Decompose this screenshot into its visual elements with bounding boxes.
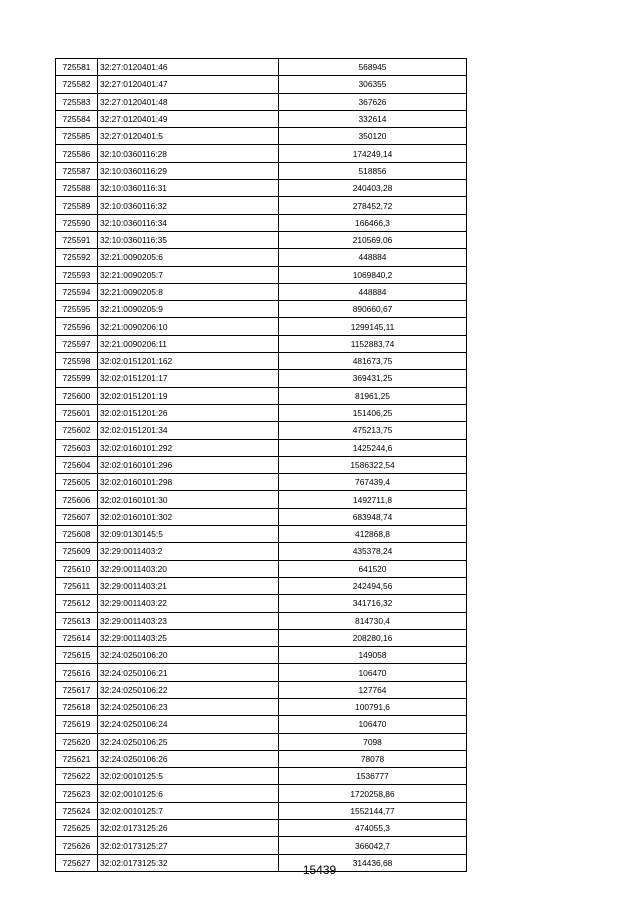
- table-row: [56, 370, 467, 387]
- value-cell: 1069840,2: [279, 266, 467, 283]
- cadastral-number-cell: 32:21:0090205:9: [98, 301, 279, 318]
- cadastral-number-cell: 32:10:0360116:34: [98, 214, 279, 231]
- cadastral-number-cell: 32:02:0173125:32: [98, 854, 279, 871]
- table-row: [56, 214, 467, 231]
- table-row: [56, 110, 467, 127]
- table-row: [56, 698, 467, 715]
- row-id-cell: 725589: [56, 197, 98, 214]
- row-id-cell: 725609: [56, 543, 98, 560]
- row-id-cell: 725596: [56, 318, 98, 335]
- table-row: [56, 59, 467, 76]
- row-id-cell: 725606: [56, 491, 98, 508]
- table-row: [56, 733, 467, 750]
- row-id-cell: 725598: [56, 353, 98, 370]
- table-row: [56, 681, 467, 698]
- value-cell: 518856: [279, 162, 467, 179]
- cadastral-number-cell: 32:21:0090206:11: [98, 335, 279, 352]
- row-id-cell: 725608: [56, 526, 98, 543]
- value-cell: 366042,7: [279, 837, 467, 854]
- cadastral-number-cell: 32:02:0010125:6: [98, 785, 279, 802]
- row-id-cell: 725601: [56, 404, 98, 421]
- table-row: [56, 93, 467, 110]
- cadastral-number-cell: 32:24:0250106:23: [98, 698, 279, 715]
- row-id-cell: 725585: [56, 128, 98, 145]
- cadastral-number-cell: 32:21:0090205:6: [98, 249, 279, 266]
- cadastral-number-cell: 32:27:0120401:48: [98, 93, 279, 110]
- row-id-cell: 725614: [56, 629, 98, 646]
- table-row: [56, 145, 467, 162]
- table-row: [56, 76, 467, 93]
- row-id-cell: 725590: [56, 214, 98, 231]
- table-row: [56, 768, 467, 785]
- table-row: [56, 422, 467, 439]
- value-cell: 242494,56: [279, 577, 467, 594]
- value-cell: 278452,72: [279, 197, 467, 214]
- value-cell: 367626: [279, 93, 467, 110]
- row-id-cell: 725582: [56, 76, 98, 93]
- value-cell: 481673,75: [279, 353, 467, 370]
- row-id-cell: 725605: [56, 474, 98, 491]
- table-row: [56, 456, 467, 473]
- cadastral-number-cell: 32:02:0160101:292: [98, 439, 279, 456]
- value-cell: 1586322,54: [279, 456, 467, 473]
- value-cell: 81961,25: [279, 387, 467, 404]
- row-id-cell: 725623: [56, 785, 98, 802]
- row-id-cell: 725581: [56, 59, 98, 76]
- table-row: [56, 387, 467, 404]
- value-cell: 1152883,74: [279, 335, 467, 352]
- value-cell: 306355: [279, 76, 467, 93]
- row-id-cell: 725599: [56, 370, 98, 387]
- cadastral-number-cell: 32:10:0360116:31: [98, 180, 279, 197]
- value-cell: 174249,14: [279, 145, 467, 162]
- table-row: [56, 802, 467, 819]
- table-row: [56, 716, 467, 733]
- cadastral-number-cell: 32:21:0090205:8: [98, 283, 279, 300]
- cadastral-number-cell: 32:02:0010125:7: [98, 802, 279, 819]
- value-cell: 106470: [279, 716, 467, 733]
- table-row: [56, 560, 467, 577]
- cadastral-number-cell: 32:24:0250106:26: [98, 750, 279, 767]
- row-id-cell: 725611: [56, 577, 98, 594]
- cadastral-number-cell: 32:24:0250106:22: [98, 681, 279, 698]
- cadastral-number-cell: 32:02:0173125:27: [98, 837, 279, 854]
- value-cell: 208280,16: [279, 629, 467, 646]
- table-row: [56, 231, 467, 248]
- value-cell: 149058: [279, 647, 467, 664]
- value-cell: 166466,3: [279, 214, 467, 231]
- cadastral-number-cell: 32:02:0151201:19: [98, 387, 279, 404]
- table-row: [56, 180, 467, 197]
- value-cell: 341716,32: [279, 595, 467, 612]
- cadastral-number-cell: 32:29:0011403:20: [98, 560, 279, 577]
- cadastral-number-cell: 32:09:0130145:5: [98, 526, 279, 543]
- table-row: [56, 543, 467, 560]
- cadastral-number-cell: 32:10:0360116:35: [98, 231, 279, 248]
- table-row: [56, 301, 467, 318]
- cadastral-number-cell: 32:10:0360116:32: [98, 197, 279, 214]
- table-row: [56, 629, 467, 646]
- row-id-cell: 725619: [56, 716, 98, 733]
- value-cell: 435378,24: [279, 543, 467, 560]
- row-id-cell: 725625: [56, 820, 98, 837]
- cadastral-number-cell: 32:29:0011403:25: [98, 629, 279, 646]
- row-id-cell: 725592: [56, 249, 98, 266]
- row-id-cell: 725607: [56, 508, 98, 525]
- table-body: [56, 59, 467, 872]
- value-cell: 683948,74: [279, 508, 467, 525]
- row-id-cell: 725615: [56, 647, 98, 664]
- cadastral-number-cell: 32:27:0120401:49: [98, 110, 279, 127]
- table-row: [56, 820, 467, 837]
- table-row: [56, 612, 467, 629]
- table-row: [56, 664, 467, 681]
- row-id-cell: 725603: [56, 439, 98, 456]
- cadastral-number-cell: 32:27:0120401:5: [98, 128, 279, 145]
- cadastral-number-cell: 32:02:0151201:34: [98, 422, 279, 439]
- table-row: [56, 128, 467, 145]
- cadastral-number-cell: 32:29:0011403:22: [98, 595, 279, 612]
- value-cell: 568945: [279, 59, 467, 76]
- row-id-cell: 725600: [56, 387, 98, 404]
- table-row: [56, 508, 467, 525]
- value-cell: 474055,3: [279, 820, 467, 837]
- value-cell: 100791,6: [279, 698, 467, 715]
- table-row: [56, 283, 467, 300]
- table-row: [56, 266, 467, 283]
- table-row: [56, 595, 467, 612]
- value-cell: 1536777: [279, 768, 467, 785]
- value-cell: 127764: [279, 681, 467, 698]
- row-id-cell: 725595: [56, 301, 98, 318]
- row-id-cell: 725584: [56, 110, 98, 127]
- cadastral-number-cell: 32:02:0173125:26: [98, 820, 279, 837]
- row-id-cell: 725588: [56, 180, 98, 197]
- row-id-cell: 725597: [56, 335, 98, 352]
- table-row: [56, 335, 467, 352]
- cadastral-number-cell: 32:02:0160101:302: [98, 508, 279, 525]
- value-cell: 314436,68: [279, 854, 467, 871]
- row-id-cell: 725587: [56, 162, 98, 179]
- table-row: [56, 404, 467, 421]
- row-id-cell: 725586: [56, 145, 98, 162]
- cadastral-number-cell: 32:10:0360116:29: [98, 162, 279, 179]
- value-cell: 240403,28: [279, 180, 467, 197]
- value-cell: 1299145,11: [279, 318, 467, 335]
- value-cell: 210569,06: [279, 231, 467, 248]
- value-cell: 448884: [279, 283, 467, 300]
- table-row: [56, 474, 467, 491]
- value-cell: 814730,4: [279, 612, 467, 629]
- cadastral-number-cell: 32:02:0151201:26: [98, 404, 279, 421]
- row-id-cell: 725622: [56, 768, 98, 785]
- row-id-cell: 725620: [56, 733, 98, 750]
- cadastral-number-cell: 32:24:0250106:24: [98, 716, 279, 733]
- value-cell: 332614: [279, 110, 467, 127]
- value-cell: 78078: [279, 750, 467, 767]
- value-cell: 1552144,77: [279, 802, 467, 819]
- table-row: [56, 197, 467, 214]
- cadastral-number-cell: 32:02:0160101:30: [98, 491, 279, 508]
- value-cell: 1492711,8: [279, 491, 467, 508]
- row-id-cell: 725618: [56, 698, 98, 715]
- table-row: [56, 647, 467, 664]
- page-number: 15439: [302, 863, 337, 877]
- cadastral-number-cell: 32:27:0120401:46: [98, 59, 279, 76]
- value-cell: 350120: [279, 128, 467, 145]
- value-cell: 448884: [279, 249, 467, 266]
- cadastral-number-cell: 32:29:0011403:23: [98, 612, 279, 629]
- row-id-cell: 725583: [56, 93, 98, 110]
- value-cell: 412868,8: [279, 526, 467, 543]
- row-id-cell: 725613: [56, 612, 98, 629]
- table-row: [56, 439, 467, 456]
- table-row: [56, 491, 467, 508]
- table-row: [56, 785, 467, 802]
- value-cell: 106470: [279, 664, 467, 681]
- value-cell: 641520: [279, 560, 467, 577]
- table-row: [56, 750, 467, 767]
- row-id-cell: 725591: [56, 231, 98, 248]
- value-cell: 7098: [279, 733, 467, 750]
- table-row: [56, 318, 467, 335]
- row-id-cell: 725616: [56, 664, 98, 681]
- row-id-cell: 725610: [56, 560, 98, 577]
- table-row: [56, 577, 467, 594]
- value-cell: 1720258,86: [279, 785, 467, 802]
- cadastral-number-cell: 32:21:0090206:10: [98, 318, 279, 335]
- value-cell: 475213,75: [279, 422, 467, 439]
- cadastral-number-cell: 32:21:0090205:7: [98, 266, 279, 283]
- cadastral-value-table: [55, 58, 467, 872]
- table-row: [56, 353, 467, 370]
- cadastral-number-cell: 32:02:0151201:162: [98, 353, 279, 370]
- cadastral-number-cell: 32:24:0250106:20: [98, 647, 279, 664]
- cadastral-number-cell: 32:02:0160101:298: [98, 474, 279, 491]
- cadastral-number-cell: 32:02:0010125:5: [98, 768, 279, 785]
- row-id-cell: 725604: [56, 456, 98, 473]
- table-row: [56, 249, 467, 266]
- table-row: [56, 526, 467, 543]
- cadastral-number-cell: 32:24:0250106:25: [98, 733, 279, 750]
- value-cell: 151406,25: [279, 404, 467, 421]
- cadastral-number-cell: 32:02:0151201:17: [98, 370, 279, 387]
- cadastral-number-cell: 32:24:0250106:21: [98, 664, 279, 681]
- value-cell: 767439,4: [279, 474, 467, 491]
- row-id-cell: 725627: [56, 854, 98, 871]
- cadastral-number-cell: 32:29:0011403:21: [98, 577, 279, 594]
- row-id-cell: 725624: [56, 802, 98, 819]
- row-id-cell: 725617: [56, 681, 98, 698]
- value-cell: 1425244,6: [279, 439, 467, 456]
- cadastral-number-cell: 32:10:0360116:28: [98, 145, 279, 162]
- row-id-cell: 725612: [56, 595, 98, 612]
- row-id-cell: 725602: [56, 422, 98, 439]
- cadastral-number-cell: 32:27:0120401:47: [98, 76, 279, 93]
- row-id-cell: 725593: [56, 266, 98, 283]
- table-row: [56, 162, 467, 179]
- value-cell: 890660,67: [279, 301, 467, 318]
- cadastral-number-cell: 32:29:0011403:2: [98, 543, 279, 560]
- row-id-cell: 725626: [56, 837, 98, 854]
- row-id-cell: 725621: [56, 750, 98, 767]
- row-id-cell: 725594: [56, 283, 98, 300]
- table-row: [56, 837, 467, 854]
- value-cell: 369431,25: [279, 370, 467, 387]
- cadastral-number-cell: 32:02:0160101:296: [98, 456, 279, 473]
